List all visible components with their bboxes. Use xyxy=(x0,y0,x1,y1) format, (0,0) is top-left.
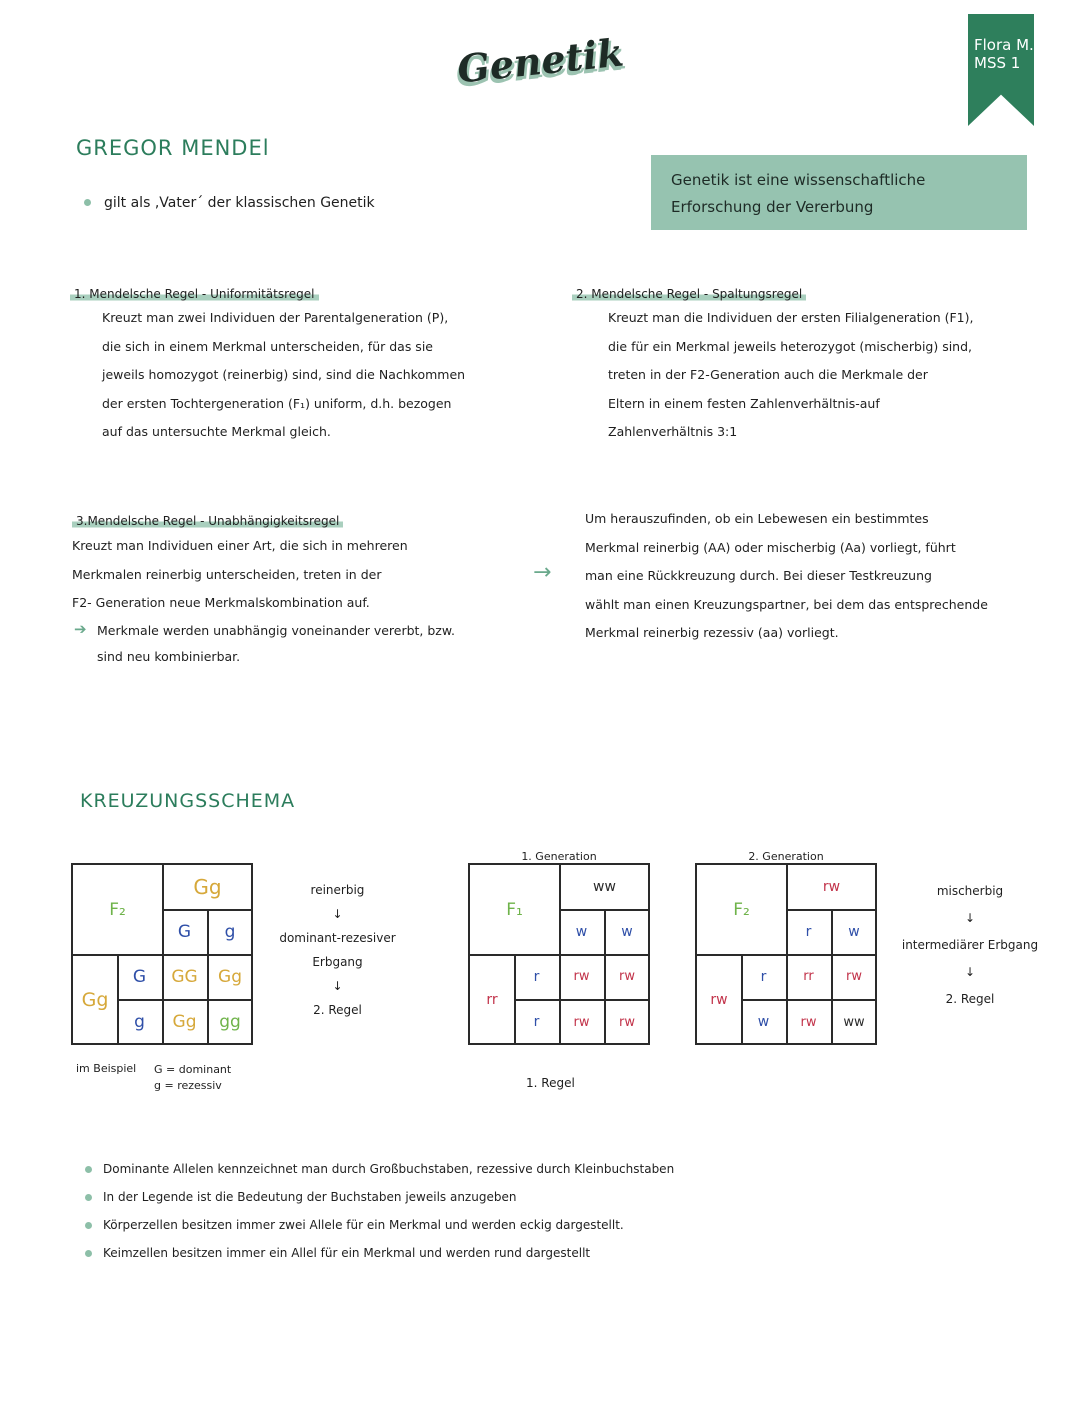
square2-top-allele: w xyxy=(575,923,588,940)
summary-bullet: Körperzellen besitzen immer zwei Allele für ein Merkmal und werden eckig dargestellt. xyxy=(103,1218,624,1232)
bullet-dot xyxy=(85,1194,92,1201)
bullet-dot xyxy=(85,1250,92,1257)
square3-cell: ww xyxy=(843,1014,865,1030)
square1-note-line: dominant-rezesiver xyxy=(279,931,396,945)
legend-line: g = rezessiv xyxy=(154,1079,222,1092)
square3-note-line: mischerbig xyxy=(936,884,1004,898)
rule1-text xyxy=(102,304,542,447)
rule3-line: Merkmalen reinerbig unterscheiden, treten in der xyxy=(72,566,382,582)
square1-cell: Gg xyxy=(218,966,242,987)
down-arrow-icon: ↓ xyxy=(332,907,343,921)
bullet-dot xyxy=(85,1166,92,1173)
testcross-line: Merkmal reinerbig rezessiv (aa) vorliegt. xyxy=(585,625,839,640)
square3-note-line: 2. Regel xyxy=(945,992,995,1006)
square1-cell: GG xyxy=(171,966,198,987)
square2-cell: rw xyxy=(573,969,590,984)
square3-note-line: intermediärer Erbgang xyxy=(901,938,1039,952)
down-arrow-icon: ↓ xyxy=(332,979,343,993)
author-name: Flora M. xyxy=(974,36,1034,54)
square3-top-genotype: rw xyxy=(822,879,841,895)
rule2-line: die für ein Merkmal jeweils heterozygot (mischerbig) sind, xyxy=(608,338,973,354)
author-tag xyxy=(974,36,1038,72)
testcross-arrow: → xyxy=(533,560,552,585)
square2-cell: rw xyxy=(573,1014,590,1030)
rule3-line: Kreuzt man Individuen einer Art, die sich in mehreren xyxy=(72,538,408,553)
square1-note-line: reinerbig xyxy=(310,883,365,897)
square3-side-allele: r xyxy=(760,968,767,985)
square1-side-allele: G xyxy=(132,966,147,987)
rule1-line: jeweils homozygot (reinerbig) sind, sind die Nachkommen xyxy=(102,367,466,382)
square2-caption: 1. Generation xyxy=(521,850,597,863)
square2-cell: rw xyxy=(619,969,635,984)
punnett-square-3 xyxy=(695,863,877,1045)
square3-corner: F₂ xyxy=(733,899,750,920)
rule2-line: Zahlenverhältnis 3:1 xyxy=(608,424,738,439)
square1-corner: F₂ xyxy=(109,899,126,920)
testcross-line: man eine Rückkreuzung durch. Bei dieser Testkreuzung xyxy=(585,568,932,583)
down-arrow-icon: ↓ xyxy=(964,965,976,979)
square1-top-genotype: Gg xyxy=(193,875,222,899)
testcross-text xyxy=(585,505,1060,648)
square2-corner: F₁ xyxy=(506,899,523,920)
rule3-heading-wrap xyxy=(72,510,343,529)
summary-bullet: In der Legende ist die Bedeutung der Buchstaben jeweils anzugeben xyxy=(103,1190,517,1204)
square2-cell: rw xyxy=(619,1014,635,1030)
mendel-heading: GREGOR MENDEl xyxy=(76,136,270,160)
rule3-note xyxy=(97,618,527,670)
rule3-heading: 3.Mendelsche Regel - Unabhängigkeitsregel xyxy=(72,514,343,528)
square1-note xyxy=(275,878,400,1022)
square2-top-genotype: ww xyxy=(593,879,616,895)
legend xyxy=(154,1062,231,1094)
bullet-dot xyxy=(84,199,91,206)
square2-note: 1. Regel xyxy=(526,1076,575,1090)
square1-cell: Gg xyxy=(172,1012,197,1032)
definition-box: Genetik ist eine wissenschaftliche Erforschung der Vererbung xyxy=(651,155,1027,230)
rule1-line: auf das untersuchte Merkmal gleich. xyxy=(102,424,331,439)
rule2-heading-wrap xyxy=(572,283,806,302)
square3-cell: rw xyxy=(800,1014,817,1030)
down-arrow-icon: ↓ xyxy=(964,911,976,925)
rule1-heading-wrap xyxy=(70,283,319,302)
square3-caption: 2. Generation xyxy=(748,850,824,863)
square2-side-allele: r xyxy=(533,968,540,985)
square2-top-allele: w xyxy=(621,923,633,940)
page-title: Genetik xyxy=(454,29,626,92)
square3-cell: rw xyxy=(846,969,862,984)
square3-top-allele: w xyxy=(848,923,860,940)
square1-side-allele: g xyxy=(134,1012,145,1032)
rule2-line: Kreuzt man die Individuen der ersten Filialgeneration (F1), xyxy=(608,310,974,325)
testcross-line: Merkmal reinerbig (AA) oder mischerbig (Aa) vorliegt, führt xyxy=(585,539,956,555)
square1-cell: gg xyxy=(219,1012,241,1032)
square1-note-line: Erbgang xyxy=(312,955,363,969)
legend-line: G = dominant xyxy=(154,1063,232,1076)
rule1-line: die sich in einem Merkmal unterscheiden, für das sie xyxy=(102,338,433,354)
square3-top-allele: r xyxy=(805,923,812,940)
punnett-square-2 xyxy=(468,863,650,1045)
testcross-line: wählt man einen Kreuzungspartner, bei dem das entsprechende xyxy=(585,596,988,612)
rule3-text xyxy=(72,532,522,618)
rule1-line: Kreuzt man zwei Individuen der Parentalgeneration (P), xyxy=(102,310,449,325)
square2-side-genotype: rr xyxy=(486,991,498,1008)
legend-label: im Beispiel xyxy=(76,1062,137,1075)
mendel-bullet: gilt als ,Vater´ der klassischen Genetik xyxy=(104,195,375,211)
rule2-line: Eltern in einem festen Zahlenverhältnis-auf xyxy=(608,395,880,411)
rule1-heading: 1. Mendelsche Regel - Uniformitätsregel xyxy=(70,287,319,301)
square1-top-allele: G xyxy=(177,921,192,942)
bullet-dot xyxy=(85,1222,92,1229)
schema-heading: KREUZUNGSSCHEMA xyxy=(80,790,296,812)
rule3-line: F2- Generation neue Merkmalskombination auf. xyxy=(72,595,370,610)
rule3-note-line: Merkmale werden unabhängig voneinander vererbt, bzw. xyxy=(97,623,455,638)
arrow-icon: ➔ xyxy=(74,620,87,638)
summary-bullet: Dominante Allelen kennzeichnet man durch Großbuchstaben, rezessive durch Kleinbuchstaben xyxy=(103,1162,675,1176)
square1-note-line: 2. Regel xyxy=(313,1003,362,1017)
punnett-square-1 xyxy=(71,863,253,1045)
square3-side-genotype: rw xyxy=(710,991,728,1008)
testcross-line: Um herauszufinden, ob ein Lebewesen ein bestimmtes xyxy=(585,511,929,526)
square1-top-allele: g xyxy=(224,921,236,942)
square1-side-genotype: Gg xyxy=(81,988,109,1011)
rule3-note-line: sind neu kombinierbar. xyxy=(97,649,241,664)
author-class: MSS 1 xyxy=(974,54,1021,72)
square3-cell: rr xyxy=(803,969,814,984)
rule2-text xyxy=(608,304,1048,447)
square2-side-allele: r xyxy=(533,1014,540,1030)
rule1-line: der ersten Tochtergeneration (F₁) uniform, d.h. bezogen xyxy=(102,395,452,411)
square3-note xyxy=(895,878,1045,1013)
summary-bullet: Keimzellen besitzen immer ein Allel für ein Merkmal und werden rund dargestellt xyxy=(103,1246,591,1260)
rule2-heading: 2. Mendelsche Regel - Spaltungsregel xyxy=(572,287,806,301)
square3-side-allele: w xyxy=(757,1014,770,1030)
rule2-line: treten in der F2-Generation auch die Merkmale der xyxy=(608,367,928,382)
